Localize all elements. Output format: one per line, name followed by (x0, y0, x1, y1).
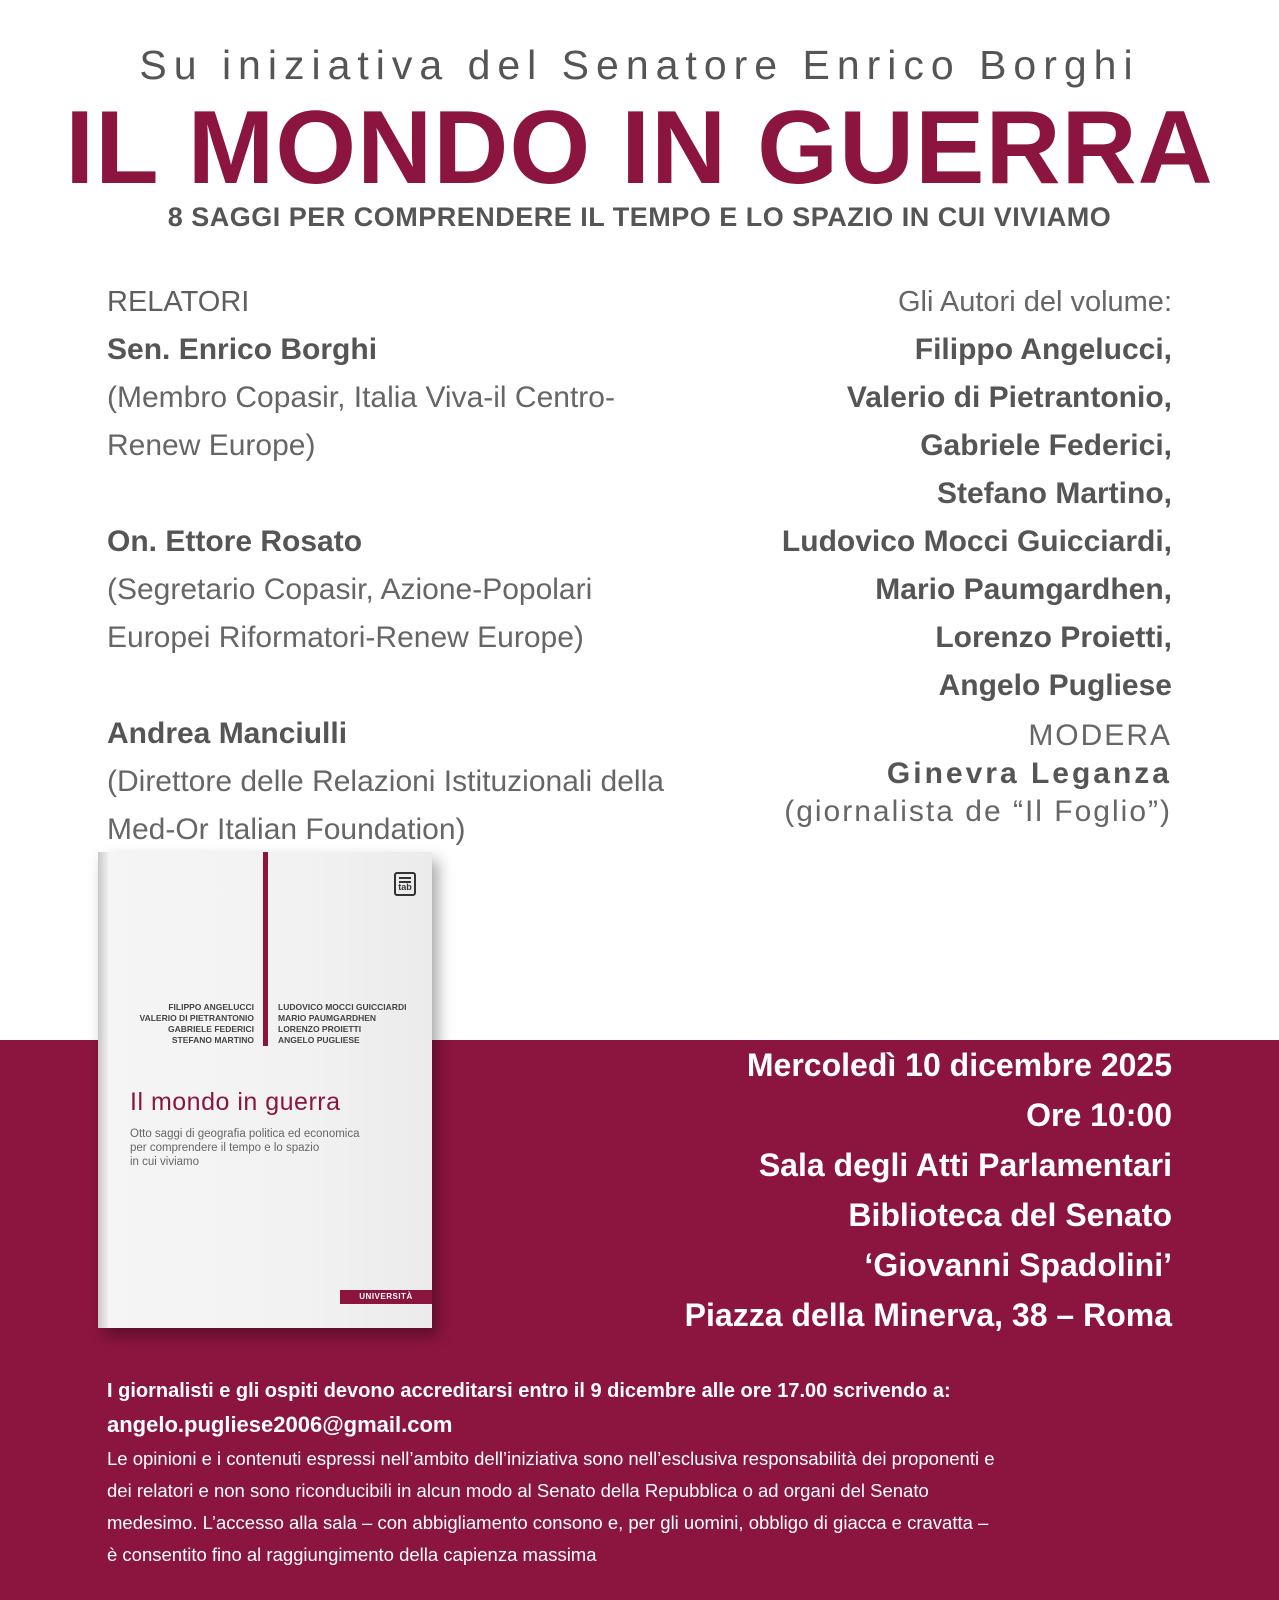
moderator-name: Ginevra Leganza (886, 757, 1172, 790)
speaker-role: (Membro Copasir, Italia Viva-il Centro- (107, 381, 615, 414)
speaker-item (107, 710, 747, 854)
speaker-name: Andrea Manciulli (107, 717, 348, 750)
speaker-name: On. Ettore Rosato (107, 525, 363, 558)
speaker-role: (Segretario Copasir, Azione-Popolari (107, 573, 593, 606)
moderator-label: MODERA (1028, 719, 1172, 752)
speakers-section (107, 278, 747, 854)
speaker-role: Europei Riformatori-Renew Europe) (107, 621, 584, 654)
book-author: LORENZO PROIETTI (278, 1024, 362, 1034)
speaker-item (107, 518, 747, 662)
book-subtitle (130, 1127, 410, 1169)
accreditation-notice: I giornalisti e gli ospiti devono accreditarsi entro il 9 dicembre alle ore 17.00 scrivendo a: (107, 1380, 951, 1402)
event-room: Sala degli Atti Parlamentari (758, 1147, 1172, 1183)
event-title: IL MONDO IN GUERRA (65, 90, 1214, 206)
book-subtitle-line: in cui viviamo (130, 1156, 200, 1168)
publisher-logo: tab (394, 872, 416, 896)
event-details (532, 1040, 1172, 1340)
disclaimer-line: dei relatori e non sono riconducibili in alcun modo al Senato della Repubblica o ad organi del Senato (107, 1480, 929, 1501)
book-title: Il mondo in guerra (130, 1088, 341, 1116)
disclaimer-line: medesimo. L’accesso alla sala – con abbigliamento consono e, per gli uomini, obbligo di giacca e cravatta – (107, 1512, 989, 1533)
author-name: Lorenzo Proietti, (935, 621, 1172, 654)
book-author: FILIPPO ANGELUCCI (168, 1002, 254, 1012)
speaker-role: Renew Europe) (107, 429, 316, 462)
initiative-line: Su iniziativa del Senatore Enrico Borghi (139, 42, 1140, 88)
book-author: ANGELO PUGLIESE (278, 1035, 360, 1045)
book-subtitle-line: Otto saggi di geografia politica ed economica (130, 1128, 360, 1140)
book-authors-left (108, 1002, 254, 1046)
authors-label: Gli Autori del volume: (897, 286, 1172, 318)
disclaimer-line: è consentito fino al raggiungimento della capienza massima (107, 1544, 597, 1565)
moderator-role: (giornalista de “Il Foglio”) (784, 795, 1172, 828)
event-library: Biblioteca del Senato (848, 1197, 1172, 1233)
speakers-label: RELATORI (107, 286, 250, 318)
author-name: Filippo Angelucci, (914, 333, 1172, 366)
book-author: GABRIELE FEDERICI (168, 1024, 254, 1034)
disclaimer (107, 1443, 1177, 1571)
book-author: LUDOVICO MOCCI GUICCIARDI (278, 1002, 407, 1012)
book-subtitle-line: per comprendere il tempo e lo spazio (130, 1142, 320, 1154)
disclaimer-line: Le opinioni e i contenuti espressi nell’ambito dell’iniziativa sono nell’esclusiva responsabilità dei proponenti e (107, 1448, 995, 1469)
speaker-name: Sen. Enrico Borghi (107, 333, 378, 366)
footer-notes (107, 1374, 1177, 1571)
event-date: Mercoledì 10 dicembre 2025 (746, 1047, 1172, 1083)
book-author: STEFANO MARTINO (171, 1035, 254, 1045)
speaker-role: Med-Or Italian Foundation) (107, 813, 466, 846)
book-authors-right (278, 1002, 428, 1046)
book-author-divider (263, 1000, 268, 1046)
author-name: Gabriele Federici, (920, 429, 1172, 462)
author-name: Stefano Martino, (936, 477, 1172, 510)
book-spine (98, 852, 108, 1328)
event-subtitle: 8 SAGGI PER COMPRENDERE IL TEMPO E LO SPAZIO IN CUI VIVIAMO (167, 202, 1112, 232)
book-author: VALERIO DI PIETRANTONIO (139, 1013, 254, 1023)
event-time: Ore 10:00 (1026, 1097, 1172, 1133)
author-name: Ludovico Mocci Guicciardi, (781, 525, 1172, 558)
speaker-item (107, 326, 747, 470)
book-accent-bar (263, 852, 268, 1014)
event-library-name: ‘Giovanni Spadolini’ (864, 1247, 1172, 1283)
author-name: Mario Paumgardhen, (875, 573, 1172, 606)
book-author: MARIO PAUMGARDHEN (278, 1013, 377, 1023)
book-cover (98, 852, 432, 1328)
contact-email[interactable]: angelo.pugliese2006@gmail.com (107, 1412, 453, 1437)
author-name: Valerio di Pietrantonio, (846, 381, 1172, 414)
event-address: Piazza della Minerva, 38 – Roma (684, 1297, 1172, 1333)
speaker-role: (Direttore delle Relazioni Istituzionali della (107, 765, 664, 798)
author-name: Angelo Pugliese (938, 669, 1172, 702)
authors-section (652, 278, 1172, 830)
book-series-badge: UNIVERSITÀ (340, 1290, 432, 1304)
